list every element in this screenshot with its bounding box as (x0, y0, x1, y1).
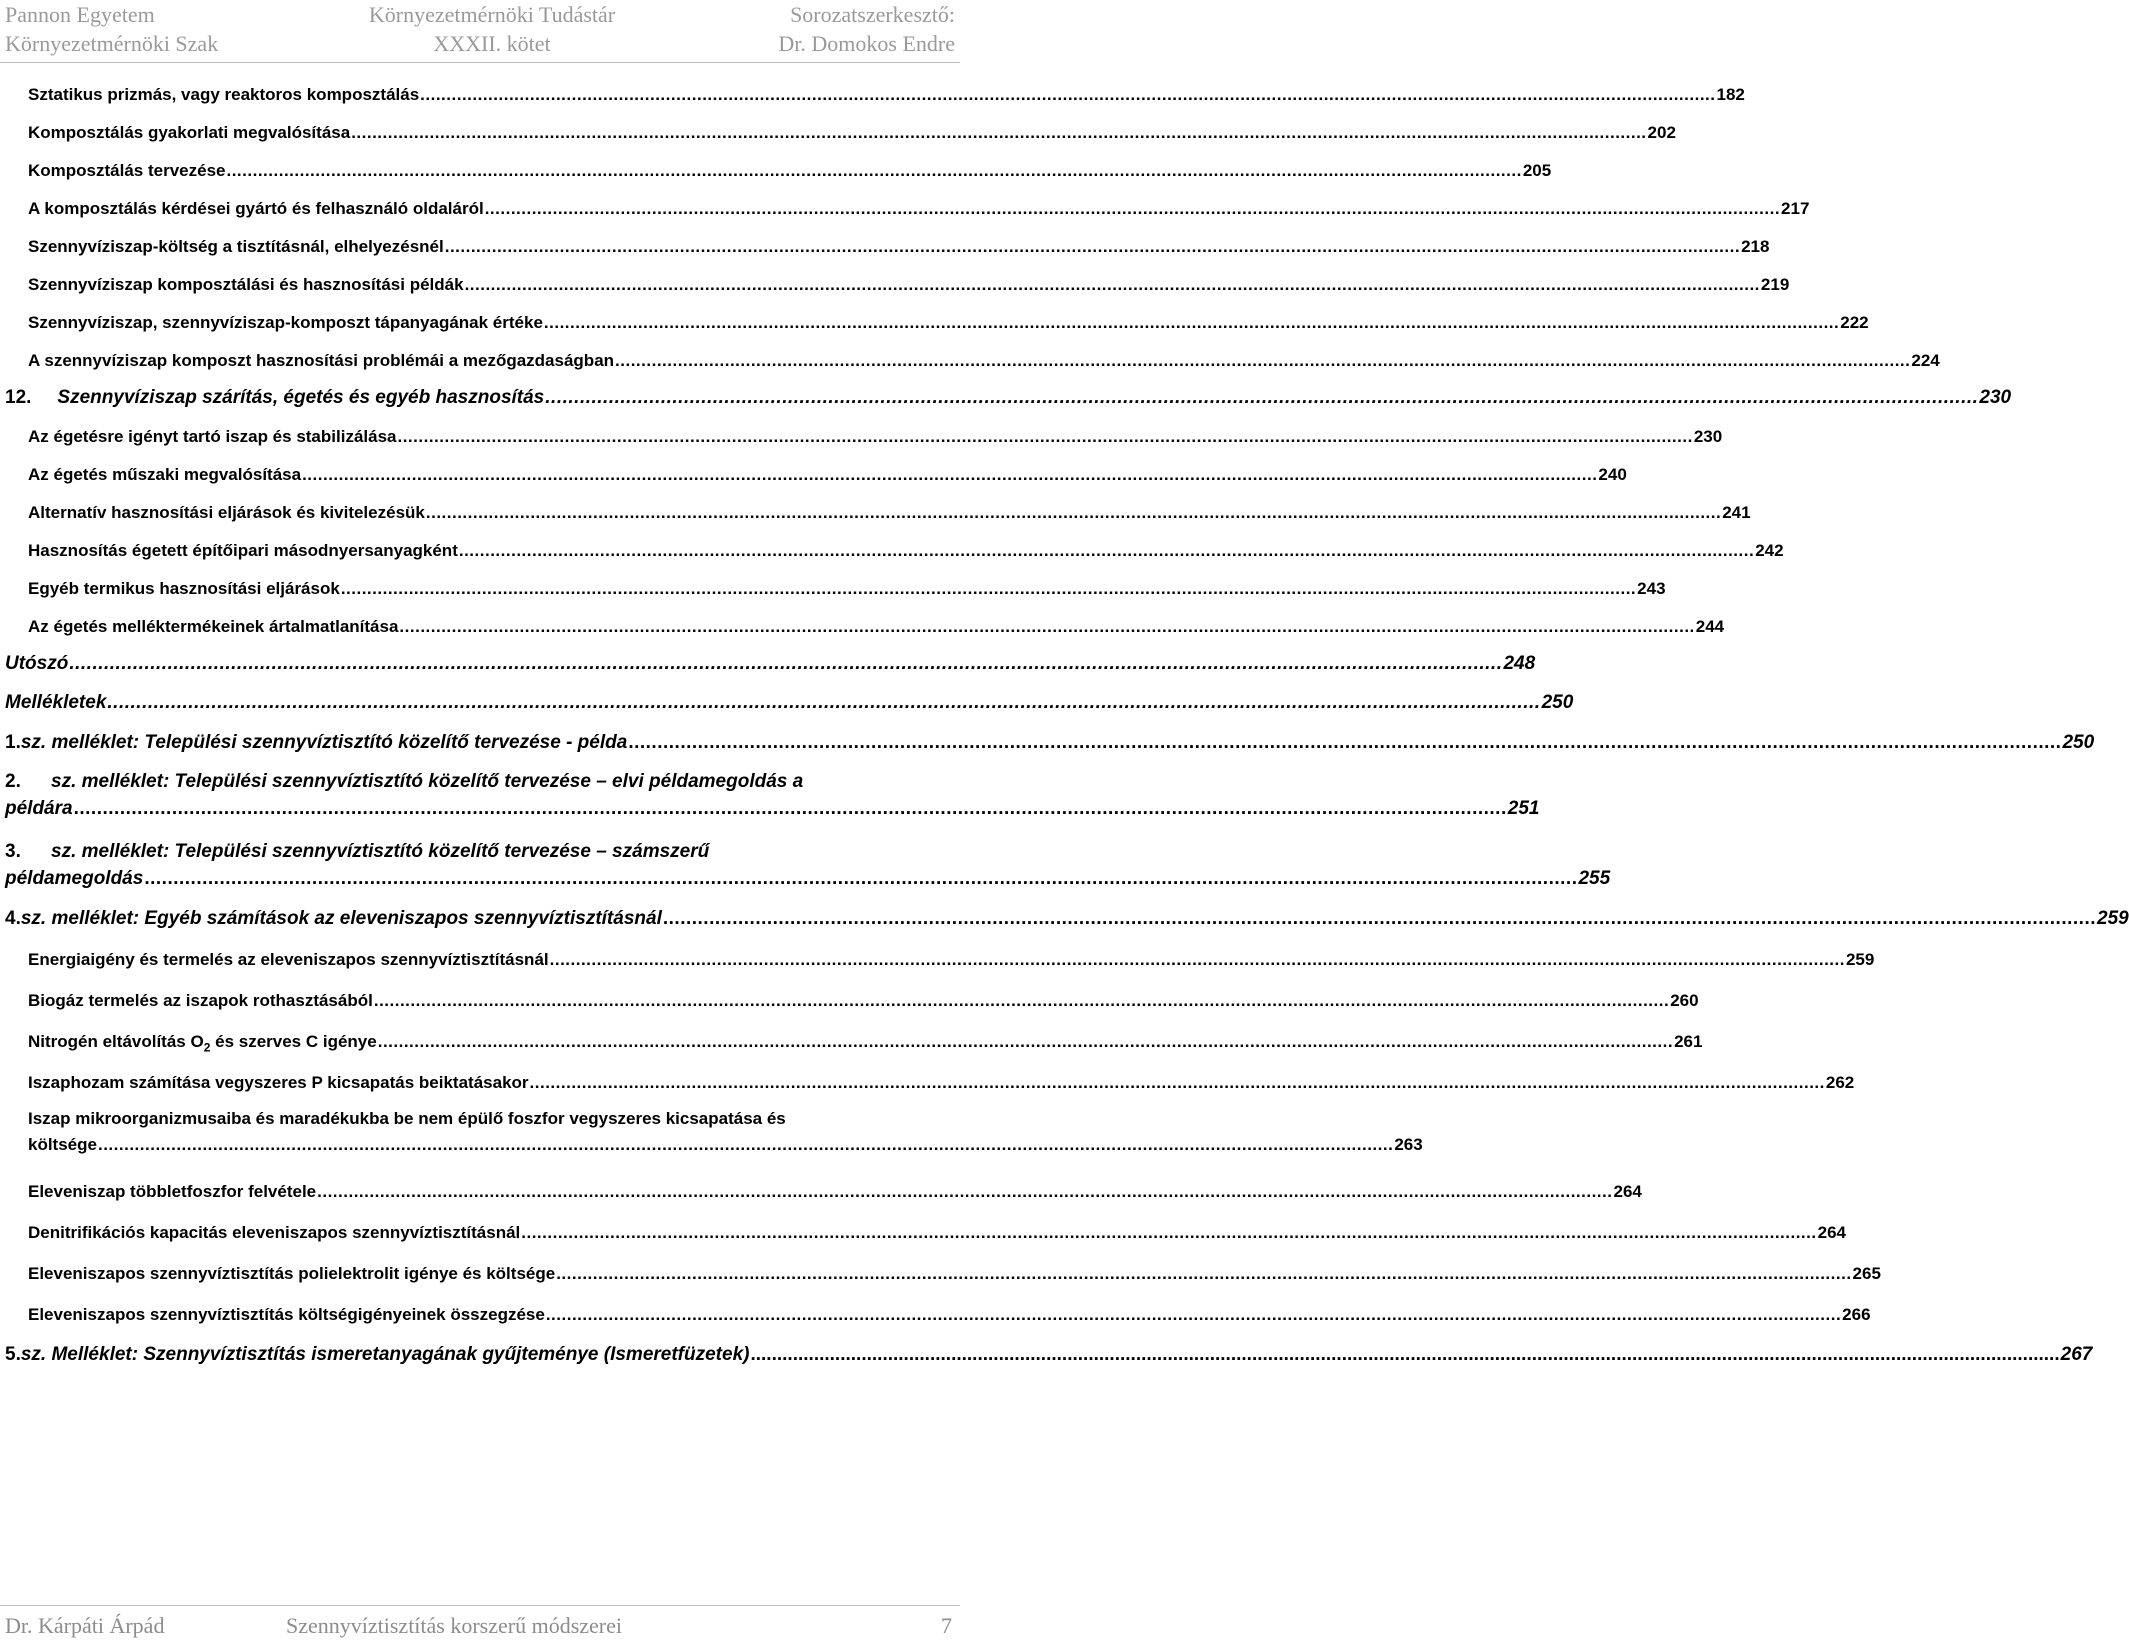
toc-leader (550, 950, 1845, 970)
toc-entry-page: 241 (1722, 503, 1751, 522)
toc-entry-title: Hasznosítás égetett építőipari másodnyersanyagként (28, 541, 458, 560)
toc-entry-title: Eleveniszapos szennyvíztisztítás költségigényeinek összegzése (28, 1305, 545, 1324)
toc-leader (420, 85, 1715, 105)
toc-entry-page: 202 (1647, 123, 1676, 142)
toc-entry[interactable] (28, 1182, 1642, 1202)
toc-entry-page: 264 (1817, 1223, 1846, 1242)
toc-entry-page: 224 (1911, 351, 1940, 370)
toc-entry[interactable] (28, 503, 1751, 523)
toc-section-entry[interactable] (5, 692, 1574, 713)
toc-entry-title: Szennyvíziszap, szennyvíziszap-komposzt tápanyagának értéke (28, 313, 543, 332)
toc-entry-title: A szennyvíziszap komposzt hasznosítási problémái a mezőgazdaságban (28, 351, 615, 370)
toc-entry-title-continued: példára (5, 798, 73, 819)
toc-leader (556, 1264, 1851, 1284)
toc-appendix-number: 2. (5, 771, 21, 792)
toc-leader (485, 199, 1780, 219)
toc-entry-title: A komposztálás kérdései gyártó és felhasználó oldaláról (28, 199, 484, 218)
toc-appendix-number: 5. (5, 1344, 21, 1365)
toc-leader (663, 909, 2096, 929)
toc-entry-line-2 (5, 795, 1540, 822)
toc-entry-title-continued: példamegoldás (5, 868, 144, 889)
toc-entry-title: Szennyvíziszap szárítás, égetés és egyéb hasznosítás (57, 387, 545, 408)
toc-entry-title: sz. melléklet: Egyéb számítások az eleveniszapos szennyvíztisztításnál (20, 908, 662, 929)
footer-author: Dr. Kárpáti Árpád (5, 1613, 165, 1638)
toc-entry-title: Sztatikus prizmás, vagy reaktoros komposztálás (28, 85, 420, 104)
toc-entry-title: Energiaigény és termelés az eleveniszapos szennyvíztisztításnál (28, 950, 549, 969)
toc-entry-title-part: és szerves C igénye (210, 1032, 377, 1051)
toc-leader (465, 275, 1760, 295)
toc-entry-page: 255 (1578, 868, 1611, 889)
toc-leader (302, 465, 1597, 485)
footer-divider (0, 1605, 960, 1606)
toc-entry[interactable] (28, 1305, 1871, 1325)
toc-entry-page: 182 (1716, 85, 1745, 104)
toc-entry-title: Denitrifikációs kapacitás eleveniszapos szennyvíztisztításnál (28, 1223, 521, 1242)
toc-entry-page: 230 (1979, 387, 2012, 408)
toc-entry-title: Szennyvíziszap komposztálási és hasznosítási példák (28, 275, 464, 294)
toc-leader (144, 865, 1577, 892)
toc-entry-page: 205 (1522, 161, 1552, 180)
toc-leader (226, 161, 1521, 181)
toc-entry[interactable] (28, 123, 1676, 143)
toc-entry[interactable] (28, 617, 1725, 637)
toc-appendix-entry[interactable] (5, 768, 1540, 822)
toc-leader (521, 1223, 1816, 1243)
toc-entry-title: Biogáz termelés az iszapok rothasztásából (28, 991, 373, 1010)
toc-entry[interactable] (28, 275, 1790, 295)
toc-appendix-entry[interactable] (5, 838, 1611, 892)
toc-entry-page: 263 (1394, 1135, 1423, 1154)
header-university: Pannon Egyetem (5, 2, 155, 27)
toc-entry-title: Utószó (5, 653, 69, 674)
toc-entry-title: Az égetés melléktermékeinek ártalmatlanítása (28, 617, 399, 636)
toc-leader (426, 503, 1721, 523)
footer-book-title: Szennyvíztisztítás korszerű módszerei (286, 1613, 623, 1638)
header-editor-name: Dr. Domokos Endre (778, 31, 955, 56)
toc-leader (69, 654, 1502, 674)
toc-leader (445, 237, 1740, 257)
footer-page-number: 7 (941, 1613, 952, 1638)
toc-entry[interactable] (28, 1073, 1855, 1093)
toc-entry-title: Eleveniszap többletfoszfor felvétele (28, 1182, 317, 1201)
toc-leader (98, 1132, 1393, 1158)
toc-entry-page: 242 (1755, 541, 1784, 560)
toc-entry-title: sz. melléklet: Települési szennyvíztisztító közelítő tervezése – elvi példamegoldás a (51, 771, 804, 792)
toc-section-entry[interactable] (5, 653, 1536, 674)
toc-entry-title: Komposztálás gyakorlati megvalósítása (28, 123, 351, 142)
toc-chapter-entry[interactable] (5, 387, 2012, 408)
toc-entry-title: Egyéb termikus hasznosítási eljárások (28, 579, 340, 598)
toc-entry-title-part: Nitrogén eltávolítás O (28, 1032, 204, 1051)
toc-entry-title: Iszaphozam számítása vegyszeres P kicsapatás beiktatásakor (28, 1073, 529, 1092)
toc-entry-title: Iszap mikroorganizmusaiba és maradékukba be nem épülő foszfor vegyszeres kicsapatása és (28, 1109, 786, 1128)
toc-entry[interactable] (28, 991, 1699, 1011)
toc-leader (750, 1345, 2059, 1365)
toc-entry-page: 218 (1741, 237, 1770, 256)
toc-entry-line-1 (28, 1106, 955, 1132)
toc-leader (74, 795, 1507, 822)
toc-leader (615, 351, 1910, 371)
toc-entry[interactable] (28, 1264, 1881, 1284)
toc-leader (397, 427, 1692, 447)
toc-entry-page: 261 (1674, 1032, 1703, 1051)
toc-appendix-number: 4. (5, 908, 21, 929)
toc-leader (530, 1073, 1825, 1093)
toc-appendix-number: 1. (5, 732, 21, 753)
header-major: Környezetmérnöki Szak (5, 31, 219, 56)
toc-entry-title-continued: költsége (28, 1135, 97, 1154)
toc-entry-title: sz. melléklet: Települési szennyvíztisztító közelítő tervezése – számszerű (51, 841, 710, 862)
toc-entry-page: 240 (1598, 465, 1627, 484)
toc-appendix-number: 3. (5, 841, 21, 862)
toc-entry[interactable] (28, 1032, 1703, 1057)
toc-entry[interactable] (28, 1106, 1423, 1158)
toc-entry-title: Szennyvíziszap-költség a tisztításnál, elhelyezésnél (28, 237, 444, 256)
toc-entry-title: Az égetés műszaki megvalósítása (28, 465, 302, 484)
toc-leader (399, 617, 1694, 637)
toc-entry-title: sz. melléklet: Települési szennyvíztisztító közelítő tervezése - példa (20, 732, 628, 753)
toc-entry-page: 264 (1613, 1182, 1642, 1201)
toc-entry-page: 217 (1781, 199, 1810, 218)
toc-entry-title: Komposztálás tervezése (28, 161, 226, 180)
toc-leader (317, 1182, 1612, 1202)
toc-leader (546, 1305, 1841, 1325)
toc-entry-page: 259 (1845, 950, 1875, 969)
toc-entry[interactable] (28, 541, 1784, 561)
toc-entry[interactable] (28, 85, 1745, 105)
toc-entry-page: 244 (1695, 617, 1725, 636)
toc-leader (459, 541, 1754, 561)
toc-entry-page: 222 (1840, 313, 1869, 332)
toc-entry-page: 250 (2062, 732, 2095, 753)
toc-entry-line-1 (5, 838, 955, 865)
header-volume: XXXII. kötet (433, 31, 551, 56)
toc-entry-title: sz. Melléklet: Szennyvíztisztítás ismeretanyagának gyűjteménye (Ismeretfüzetek) (20, 1344, 750, 1365)
toc-entry[interactable] (28, 237, 1770, 257)
toc-entry-title-subscript: 2 (203, 1040, 211, 1055)
toc-entry[interactable] (28, 199, 1810, 219)
toc-entry-line-2 (5, 865, 1611, 892)
toc-leader (545, 388, 1978, 408)
toc-entry[interactable] (28, 1223, 1846, 1243)
toc-entry-title: Az égetésre igényt tartó iszap és stabilizálása (28, 427, 397, 446)
toc-entry[interactable] (28, 579, 1666, 599)
toc-entry-title: Alternatív hasznosítási eljárások és kivitelezésük (28, 503, 425, 522)
toc-appendix-entry[interactable] (5, 732, 2095, 753)
toc-entry-line-1 (5, 768, 955, 795)
toc-leader (107, 693, 1540, 713)
toc-entry[interactable] (28, 313, 1869, 333)
toc-entry-page: 265 (1852, 1264, 1881, 1283)
toc-entry-page: 250 (1541, 692, 1574, 713)
toc-leader (628, 733, 2061, 753)
toc-entry[interactable] (28, 161, 1552, 181)
toc-entry[interactable] (28, 465, 1627, 485)
toc-entry-title (28, 1032, 377, 1057)
toc-entry-page: 219 (1760, 275, 1790, 294)
toc-entry-page: 230 (1693, 427, 1723, 446)
toc-entry-page: 251 (1507, 798, 1540, 819)
toc-entry-page: 262 (1825, 1073, 1855, 1092)
toc-appendix-entry[interactable] (5, 908, 2129, 929)
header-series: Környezetmérnöki Tudástár (368, 2, 616, 27)
toc-appendix-entry[interactable] (5, 1344, 2093, 1365)
toc-leader (378, 1032, 1673, 1052)
toc-leader (341, 579, 1636, 599)
toc-entry[interactable] (28, 950, 1875, 970)
toc-entry-page: 243 (1637, 579, 1666, 598)
toc-entry-page: 267 (2060, 1344, 2093, 1365)
toc-leader (351, 123, 1646, 143)
header-editor-label: Sorozatszerkesztő: (790, 2, 955, 27)
toc-leader (374, 991, 1669, 1011)
page-footer (0, 1612, 960, 1642)
toc-entry-title: Eleveniszapos szennyvíztisztítás polielektrolit igénye és költsége (28, 1264, 556, 1283)
toc-entry-line-2 (28, 1132, 1423, 1158)
toc-entry-page: 260 (1670, 991, 1699, 1010)
toc-entry-page: 266 (1842, 1305, 1871, 1324)
toc-entry-page: 248 (1503, 653, 1536, 674)
toc-entry-title: Mellékletek (5, 692, 107, 713)
toc-entry-page: 259 (2097, 908, 2129, 929)
toc-entry[interactable] (28, 351, 1940, 371)
toc-chapter-number: 12. (5, 387, 32, 408)
toc-leader (544, 313, 1839, 333)
toc-entry[interactable] (28, 427, 1723, 447)
